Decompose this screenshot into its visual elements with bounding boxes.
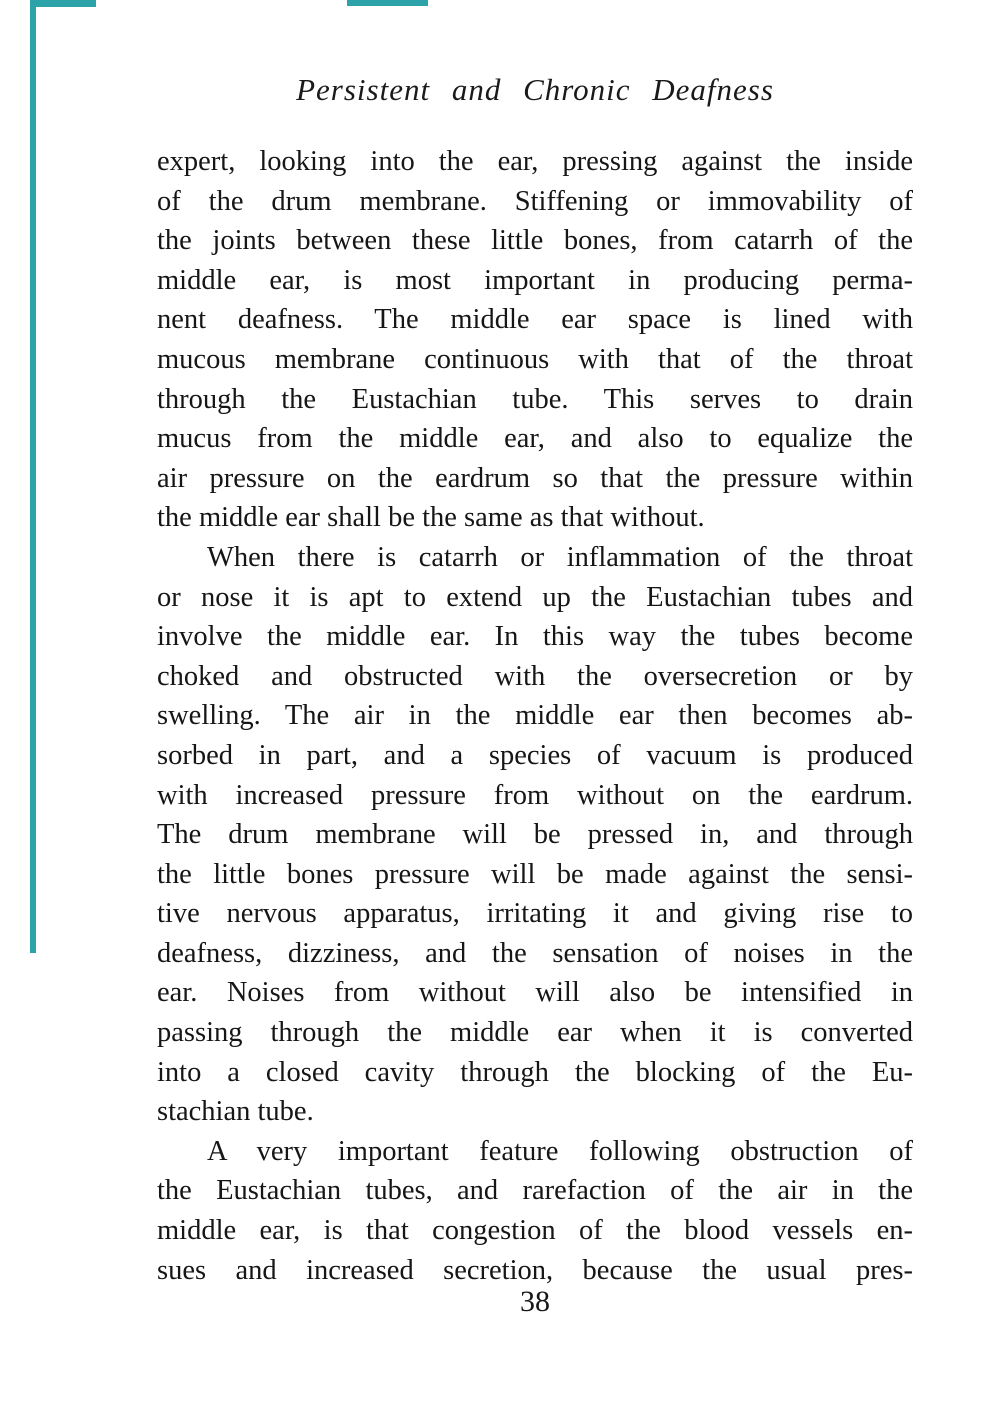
text-line: A very important feature following obstruction of bbox=[207, 1135, 913, 1167]
text-line: sorbed in part, and a species of vacuum is produced bbox=[157, 739, 913, 771]
page-number: 38 bbox=[520, 1285, 550, 1318]
text-line: swelling. The air in the middle ear then becomes ab- bbox=[157, 700, 913, 732]
text-line: mucus from the middle ear, and also to equalize the bbox=[157, 423, 913, 455]
text-line: The drum membrane will be pressed in, and through bbox=[157, 819, 913, 851]
scan-artifact-top-dash-2 bbox=[347, 0, 428, 6]
text-line: deafness, dizziness, and the sensation of noises in the bbox=[157, 937, 913, 969]
text-line: passing through the middle ear when it is converted bbox=[157, 1017, 913, 1049]
text-line: tive nervous apparatus, irritating it and giving rise to bbox=[157, 898, 913, 930]
text-line: middle ear, is most important in producing perma- bbox=[157, 264, 913, 296]
text-line: mucous membrane continuous with that of the throat bbox=[157, 343, 913, 375]
text-line: middle ear, is that congestion of the blood vessels en- bbox=[157, 1215, 913, 1247]
running-header: Persistent and Chronic Deafness bbox=[296, 72, 774, 107]
text-line: the little bones pressure will be made against the sensi- bbox=[157, 858, 913, 890]
text-line: sues and increased secretion, because the usual pres- bbox=[157, 1254, 913, 1286]
text-line: nent deafness. The middle ear space is lined with bbox=[157, 304, 913, 336]
scan-artifact-top-dash-1 bbox=[33, 0, 96, 7]
body-text bbox=[157, 142, 913, 1290]
text-line: of the drum membrane. Stiffening or immovability of bbox=[157, 185, 913, 217]
text-line: stachian tube. bbox=[157, 1096, 314, 1128]
text-line: the middle ear shall be the same as that without. bbox=[157, 502, 705, 534]
scan-artifact-left-edge-line bbox=[30, 0, 36, 953]
text-line: involve the middle ear. In this way the tubes become bbox=[157, 621, 913, 653]
text-line: through the Eustachian tube. This serves to drain bbox=[157, 383, 913, 415]
text-line: ear. Noises from without will also be intensified in bbox=[157, 977, 913, 1009]
text-line: choked and obstructed with the oversecretion or by bbox=[157, 660, 913, 692]
text-line: expert, looking into the ear, pressing against the inside bbox=[157, 146, 913, 177]
text-line: the joints between these little bones, from catarrh of the bbox=[157, 225, 913, 257]
text-line: the Eustachian tubes, and rarefaction of the air in the bbox=[157, 1175, 913, 1207]
text-line: air pressure on the eardrum so that the pressure within bbox=[157, 462, 913, 494]
text-line: into a closed cavity through the blocking of the Eu- bbox=[157, 1056, 913, 1088]
text-line: with increased pressure from without on the eardrum. bbox=[157, 779, 913, 811]
text-line: When there is catarrh or inflammation of the throat bbox=[207, 541, 913, 573]
text-line: or nose it is apt to extend up the Eustachian tubes and bbox=[157, 581, 913, 613]
